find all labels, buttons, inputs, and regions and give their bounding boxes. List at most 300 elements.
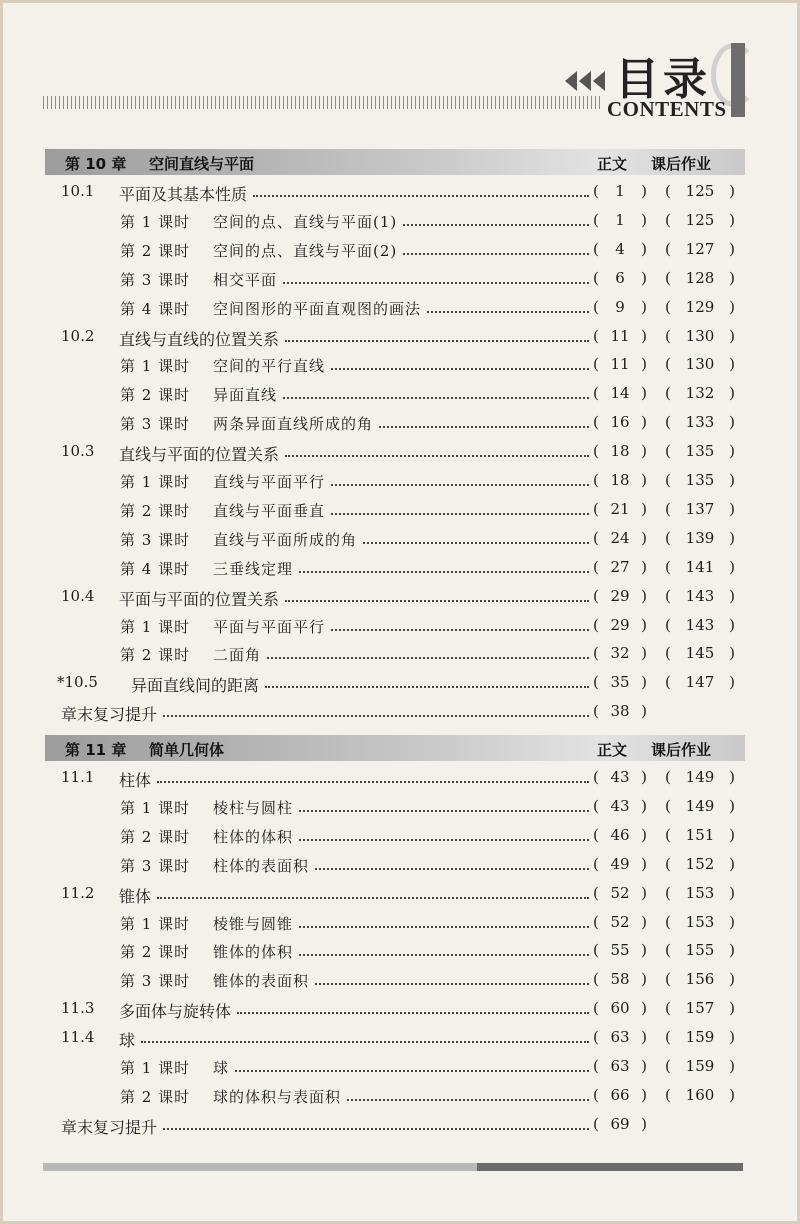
column-main-label: 正文 <box>597 155 628 173</box>
paren-wrap <box>665 413 735 431</box>
toc-entry-lesson[interactable] <box>3 295 800 321</box>
dot-line <box>403 224 589 226</box>
page-number <box>593 913 647 931</box>
paren-wrap <box>665 269 735 287</box>
paren-wrap <box>593 211 647 229</box>
homework-page-value: 143 <box>685 615 715 634</box>
paren-close: ) <box>641 442 647 461</box>
section-number: 10.2 <box>61 326 95 345</box>
paren-close: ) <box>729 528 735 547</box>
entry-title: 章末复习提升 <box>61 705 158 725</box>
page-number <box>593 855 647 873</box>
paren-open: ( <box>593 673 599 692</box>
homework-page <box>665 269 735 287</box>
page-number-value: 1 <box>615 210 625 229</box>
lesson-number: 第 4 课时 <box>120 299 191 318</box>
toc-entry-section[interactable] <box>3 1025 800 1051</box>
column-homework-label: 课后作业 <box>651 155 712 173</box>
homework-page-value: 143 <box>685 586 715 605</box>
lesson-number: 第 2 课时 <box>120 1087 191 1106</box>
toc-entry-lesson[interactable] <box>3 823 800 849</box>
paren-open: ( <box>593 1057 599 1075</box>
toc-entry-section[interactable] <box>3 324 800 350</box>
paren-open: ( <box>593 1085 599 1104</box>
paren-close: ) <box>641 673 647 692</box>
homework-page <box>665 1057 735 1075</box>
paren-close: ) <box>641 413 647 432</box>
lesson-number: 第 2 课时 <box>120 386 191 405</box>
entry-title: 球的体积与表面积 <box>213 1087 342 1106</box>
dot-leader <box>253 179 589 205</box>
page-number <box>593 587 647 605</box>
entry-title: 异面直线间的距离 <box>131 676 260 696</box>
paren-close: ) <box>641 384 647 403</box>
page-number-value: 49 <box>610 854 630 873</box>
section-number: 10.3 <box>61 442 95 461</box>
homework-page <box>665 941 735 959</box>
toc-entry-lesson[interactable] <box>3 555 800 581</box>
dot-leader <box>403 208 589 234</box>
toc-entry-lesson[interactable] <box>3 938 800 964</box>
section-number: *10.5 <box>57 673 98 692</box>
toc-entry-lesson[interactable] <box>3 613 800 639</box>
paren-wrap <box>593 327 647 345</box>
dot-line <box>331 513 589 515</box>
page-number-value: 1 <box>615 182 625 200</box>
page-number <box>593 644 647 662</box>
paren-close: ) <box>729 941 735 960</box>
paren-wrap <box>593 702 647 720</box>
footer-rule <box>43 1163 743 1171</box>
dot-leader <box>299 555 589 581</box>
paren-close: ) <box>641 644 647 663</box>
page-number-value: 52 <box>610 912 630 931</box>
section-number: 10.4 <box>61 586 95 605</box>
chapter-title: 简单几何体 <box>149 741 225 759</box>
paren-open: ( <box>665 355 671 374</box>
chapter-number: 第 10 章 <box>65 155 127 173</box>
page-number <box>593 826 647 844</box>
dot-line <box>265 686 589 688</box>
toc-entry-lesson[interactable] <box>3 208 800 234</box>
paren-open: ( <box>665 1085 671 1104</box>
paren-open: ( <box>665 768 671 786</box>
toc-entry-lesson[interactable] <box>3 468 800 494</box>
page-subtitle: CONTENTS <box>607 97 727 121</box>
lesson-number: 第 1 课时 <box>120 473 191 491</box>
homework-page-value: 153 <box>685 912 715 931</box>
dot-leader <box>267 641 589 667</box>
paren-wrap <box>593 355 647 373</box>
paren-open: ( <box>593 326 599 345</box>
paren-wrap <box>665 970 735 988</box>
paren-close: ) <box>729 471 735 489</box>
page-number-value: 9 <box>615 297 625 316</box>
paren-close: ) <box>641 1028 647 1047</box>
dot-line <box>157 781 589 783</box>
paren-open: ( <box>665 883 671 902</box>
paren-close: ) <box>641 796 647 815</box>
dot-line <box>331 629 589 631</box>
chapter-header <box>45 735 745 761</box>
paren-close: ) <box>729 825 735 844</box>
paren-wrap <box>665 529 735 547</box>
paren-wrap <box>593 768 647 786</box>
column-main-label: 正文 <box>597 741 628 759</box>
dot-line <box>163 715 589 717</box>
toc-entry-section[interactable] <box>3 584 800 610</box>
paren-open: ( <box>593 384 599 403</box>
homework-page <box>665 211 735 229</box>
page-number <box>593 327 647 345</box>
paren-open: ( <box>593 883 599 902</box>
paren-wrap <box>593 182 647 200</box>
paren-close: ) <box>729 384 735 403</box>
toc-entry-lesson[interactable] <box>3 641 800 667</box>
paren-open: ( <box>593 182 599 200</box>
entry-title: 球 <box>213 1059 230 1077</box>
paren-close: ) <box>641 1057 647 1075</box>
page-number-value: 11 <box>610 326 630 345</box>
paren-close: ) <box>641 854 647 873</box>
homework-page <box>665 673 735 691</box>
toc-entry-lesson[interactable] <box>3 381 800 407</box>
page-number <box>593 413 647 431</box>
paren-close: ) <box>641 615 647 634</box>
toc-entry-section[interactable] <box>3 765 800 791</box>
page-number-value: 58 <box>610 970 630 989</box>
paren-close: ) <box>729 442 735 461</box>
paren-open: ( <box>593 796 599 815</box>
dot-leader <box>379 410 589 436</box>
homework-page <box>665 970 735 988</box>
homework-page-value: 139 <box>685 528 715 547</box>
dot-line <box>331 368 589 370</box>
paren-open: ( <box>665 182 671 200</box>
paren-wrap <box>665 558 735 576</box>
section-number: 10.1 <box>61 182 95 200</box>
toc-entry-lesson[interactable] <box>3 1054 800 1080</box>
paren-wrap <box>593 1086 647 1104</box>
paren-open: ( <box>665 442 671 461</box>
toc-entry-review[interactable] <box>3 699 800 725</box>
dot-line <box>253 195 589 197</box>
homework-page-value: 156 <box>685 970 715 989</box>
paren-wrap <box>593 1057 647 1075</box>
lesson-number: 第 2 课时 <box>120 241 191 260</box>
paren-close: ) <box>729 673 735 692</box>
paren-open: ( <box>593 528 599 547</box>
paren-open: ( <box>593 1028 599 1047</box>
paren-wrap <box>665 797 735 815</box>
paren-wrap <box>593 298 647 316</box>
paren-wrap <box>593 913 647 931</box>
toc-entry-section[interactable] <box>3 439 800 465</box>
homework-page-value: 141 <box>685 557 715 576</box>
paren-close: ) <box>641 210 647 229</box>
rewind-arrows-icon <box>563 69 615 93</box>
paren-wrap <box>593 500 647 518</box>
dot-leader <box>315 967 589 993</box>
paren-close: ) <box>641 268 647 287</box>
dot-line <box>285 455 589 457</box>
paren-close: ) <box>729 182 735 200</box>
dot-leader <box>157 881 589 907</box>
hatch-decoration <box>43 96 603 109</box>
paren-close: ) <box>641 499 647 518</box>
entry-title: 空间的点、直线与平面(2) <box>213 241 398 260</box>
homework-page-value: 159 <box>685 1028 715 1047</box>
page-number-value: 46 <box>610 825 630 844</box>
paren-wrap <box>665 768 735 786</box>
dot-leader <box>331 352 589 378</box>
column-homework-label: 课后作业 <box>651 741 712 759</box>
paren-open: ( <box>665 557 671 576</box>
dot-line <box>379 426 589 428</box>
paren-close: ) <box>729 912 735 931</box>
lesson-number: 第 3 课时 <box>120 856 191 875</box>
paren-open: ( <box>665 528 671 547</box>
paren-close: ) <box>641 941 647 960</box>
paren-wrap <box>593 884 647 902</box>
toc-entry-lesson[interactable] <box>3 1083 800 1109</box>
dot-leader <box>299 938 589 964</box>
toc-entry-section[interactable] <box>3 179 800 205</box>
dot-leader <box>299 794 589 820</box>
toc-entry-lesson[interactable] <box>3 237 800 263</box>
paren-close: ) <box>729 239 735 258</box>
homework-page <box>665 826 735 844</box>
entry-title: 柱体的表面积 <box>213 856 310 875</box>
paren-open: ( <box>593 297 599 316</box>
page-number <box>593 471 647 489</box>
dot-line <box>163 1128 589 1130</box>
paren-close: ) <box>729 586 735 605</box>
paren-close: ) <box>729 326 735 345</box>
page-number <box>593 941 647 959</box>
toc-entry-lesson[interactable] <box>3 497 800 523</box>
toc-entry-lesson[interactable] <box>3 266 800 292</box>
lesson-number: 第 3 课时 <box>120 530 191 549</box>
homework-page-value: 153 <box>685 883 715 902</box>
dot-line <box>299 571 589 573</box>
paren-close: ) <box>641 557 647 576</box>
homework-page-value: 125 <box>685 182 715 200</box>
homework-page-value: 149 <box>685 796 715 815</box>
paren-close: ) <box>729 1057 735 1075</box>
dot-leader <box>285 584 589 610</box>
page-number-value: 63 <box>610 1057 630 1075</box>
toc-entry-section[interactable] <box>3 670 800 696</box>
homework-page <box>665 327 735 345</box>
paren-open: ( <box>593 586 599 605</box>
section-number: 11.2 <box>61 883 95 902</box>
homework-page <box>665 644 735 662</box>
entry-title: 直线与平面垂直 <box>213 501 326 520</box>
homework-page <box>665 182 735 200</box>
paren-open: ( <box>665 854 671 873</box>
paren-close: ) <box>641 1114 647 1133</box>
chapter-number: 第 11 章 <box>65 741 127 759</box>
dot-leader <box>347 1083 589 1109</box>
entry-title: 空间的平行直线 <box>213 357 326 376</box>
page-number <box>593 182 647 200</box>
page-number <box>593 1057 647 1075</box>
paren-wrap <box>665 884 735 902</box>
homework-page-value: 159 <box>685 1057 715 1075</box>
entry-title: 平面与平面平行 <box>213 617 326 636</box>
toc-entry-review[interactable] <box>3 1112 800 1138</box>
dot-leader <box>163 1112 589 1138</box>
toc-entry-lesson[interactable] <box>3 410 800 436</box>
dot-leader <box>283 381 589 407</box>
lesson-number: 第 2 课时 <box>120 827 191 846</box>
dot-leader <box>403 237 589 263</box>
toc-entry-lesson[interactable] <box>3 967 800 993</box>
paren-wrap <box>665 442 735 460</box>
paren-close: ) <box>729 854 735 873</box>
entry-title: 平面及其基本性质 <box>119 185 248 204</box>
paren-wrap <box>593 384 647 402</box>
page-number-value: 18 <box>610 442 630 461</box>
homework-page <box>665 384 735 402</box>
dot-leader <box>285 439 589 465</box>
paren-open: ( <box>665 673 671 692</box>
paren-wrap <box>665 616 735 634</box>
entry-title: 异面直线 <box>213 386 278 405</box>
paren-close: ) <box>641 528 647 547</box>
homework-page-value: 152 <box>685 854 715 873</box>
paren-wrap <box>593 1028 647 1046</box>
entry-title: 平面与平面的位置关系 <box>119 589 280 609</box>
page-number <box>593 1115 647 1133</box>
dot-leader <box>331 468 589 494</box>
homework-page <box>665 797 735 815</box>
paren-open: ( <box>665 999 671 1018</box>
dot-line <box>427 311 589 313</box>
lesson-number: 第 3 课时 <box>120 270 191 289</box>
page-number-value: 60 <box>610 999 630 1018</box>
toc-entry-lesson[interactable] <box>3 852 800 878</box>
section-number: 11.3 <box>61 999 95 1018</box>
toc-entry-lesson[interactable] <box>3 794 800 820</box>
dot-line <box>237 1012 589 1014</box>
toc-entry-lesson[interactable] <box>3 910 800 936</box>
homework-page-value: 147 <box>685 673 715 692</box>
page-number <box>593 1086 647 1104</box>
page-number-value: 66 <box>610 1085 630 1104</box>
entry-title: 两条异面直线所成的角 <box>213 415 374 434</box>
paren-close: ) <box>729 796 735 815</box>
paren-open: ( <box>593 615 599 634</box>
paren-wrap <box>665 644 735 662</box>
paren-open: ( <box>665 239 671 258</box>
page-number <box>593 673 647 691</box>
dot-leader <box>235 1054 589 1080</box>
paren-open: ( <box>593 768 599 786</box>
paren-open: ( <box>593 970 599 989</box>
paren-wrap <box>665 1057 735 1075</box>
homework-page-value: 130 <box>685 326 715 345</box>
toc-entry-lesson[interactable] <box>3 352 800 378</box>
dot-leader <box>331 497 589 523</box>
paren-wrap <box>665 913 735 931</box>
page-number <box>593 240 647 258</box>
dot-leader <box>285 324 589 350</box>
page-number <box>593 616 647 634</box>
lesson-number: 第 2 课时 <box>120 943 191 962</box>
lesson-number: 第 2 课时 <box>120 501 191 520</box>
lesson-number: 第 1 课时 <box>120 798 191 817</box>
paren-open: ( <box>593 912 599 931</box>
homework-page <box>665 616 735 634</box>
paren-wrap <box>665 298 735 316</box>
paren-close: ) <box>729 297 735 316</box>
page-number <box>593 529 647 547</box>
paren-close: ) <box>641 182 647 200</box>
page-number-value: 43 <box>610 796 630 815</box>
paren-close: ) <box>641 883 647 902</box>
paren-close: ) <box>641 326 647 345</box>
lesson-number: 第 1 课时 <box>120 357 191 376</box>
paren-open: ( <box>665 644 671 663</box>
paren-open: ( <box>665 912 671 931</box>
dot-leader <box>163 699 589 725</box>
paren-open: ( <box>665 1057 671 1075</box>
lesson-number: 第 1 课时 <box>120 617 191 636</box>
paren-wrap <box>665 240 735 258</box>
paren-wrap <box>665 941 735 959</box>
paren-close: ) <box>729 557 735 576</box>
dot-leader <box>157 765 589 791</box>
paren-wrap <box>593 999 647 1017</box>
page-number-value: 32 <box>610 644 630 663</box>
dot-line <box>299 954 589 956</box>
dot-leader <box>427 295 589 321</box>
dot-line <box>331 484 589 486</box>
homework-page-value: 151 <box>685 825 715 844</box>
page-number-value: 35 <box>610 673 630 692</box>
dot-line <box>283 282 589 284</box>
toc-entry-section[interactable] <box>3 996 800 1022</box>
paren-wrap <box>665 855 735 873</box>
paren-open: ( <box>593 702 599 721</box>
paren-wrap <box>593 941 647 959</box>
paren-close: ) <box>641 912 647 931</box>
entry-title: 直线与平面所成的角 <box>213 530 358 549</box>
section-number: 11.1 <box>61 768 95 786</box>
paren-wrap <box>665 355 735 373</box>
toc-entry-lesson[interactable] <box>3 526 800 552</box>
paren-wrap <box>593 616 647 634</box>
paren-close: ) <box>641 471 647 489</box>
entry-title: 三垂线定理 <box>213 559 294 578</box>
paren-open: ( <box>665 210 671 229</box>
paren-open: ( <box>593 239 599 258</box>
homework-page-value: 149 <box>685 768 715 786</box>
paren-open: ( <box>593 355 599 374</box>
paren-close: ) <box>641 768 647 786</box>
toc-entry-section[interactable] <box>3 881 800 907</box>
paren-close: ) <box>641 702 647 721</box>
homework-page-value: 155 <box>685 941 715 960</box>
homework-page <box>665 587 735 605</box>
paren-open: ( <box>593 941 599 960</box>
page-number-value: 11 <box>610 355 630 374</box>
page-number <box>593 442 647 460</box>
paren-open: ( <box>665 586 671 605</box>
paren-wrap <box>593 855 647 873</box>
